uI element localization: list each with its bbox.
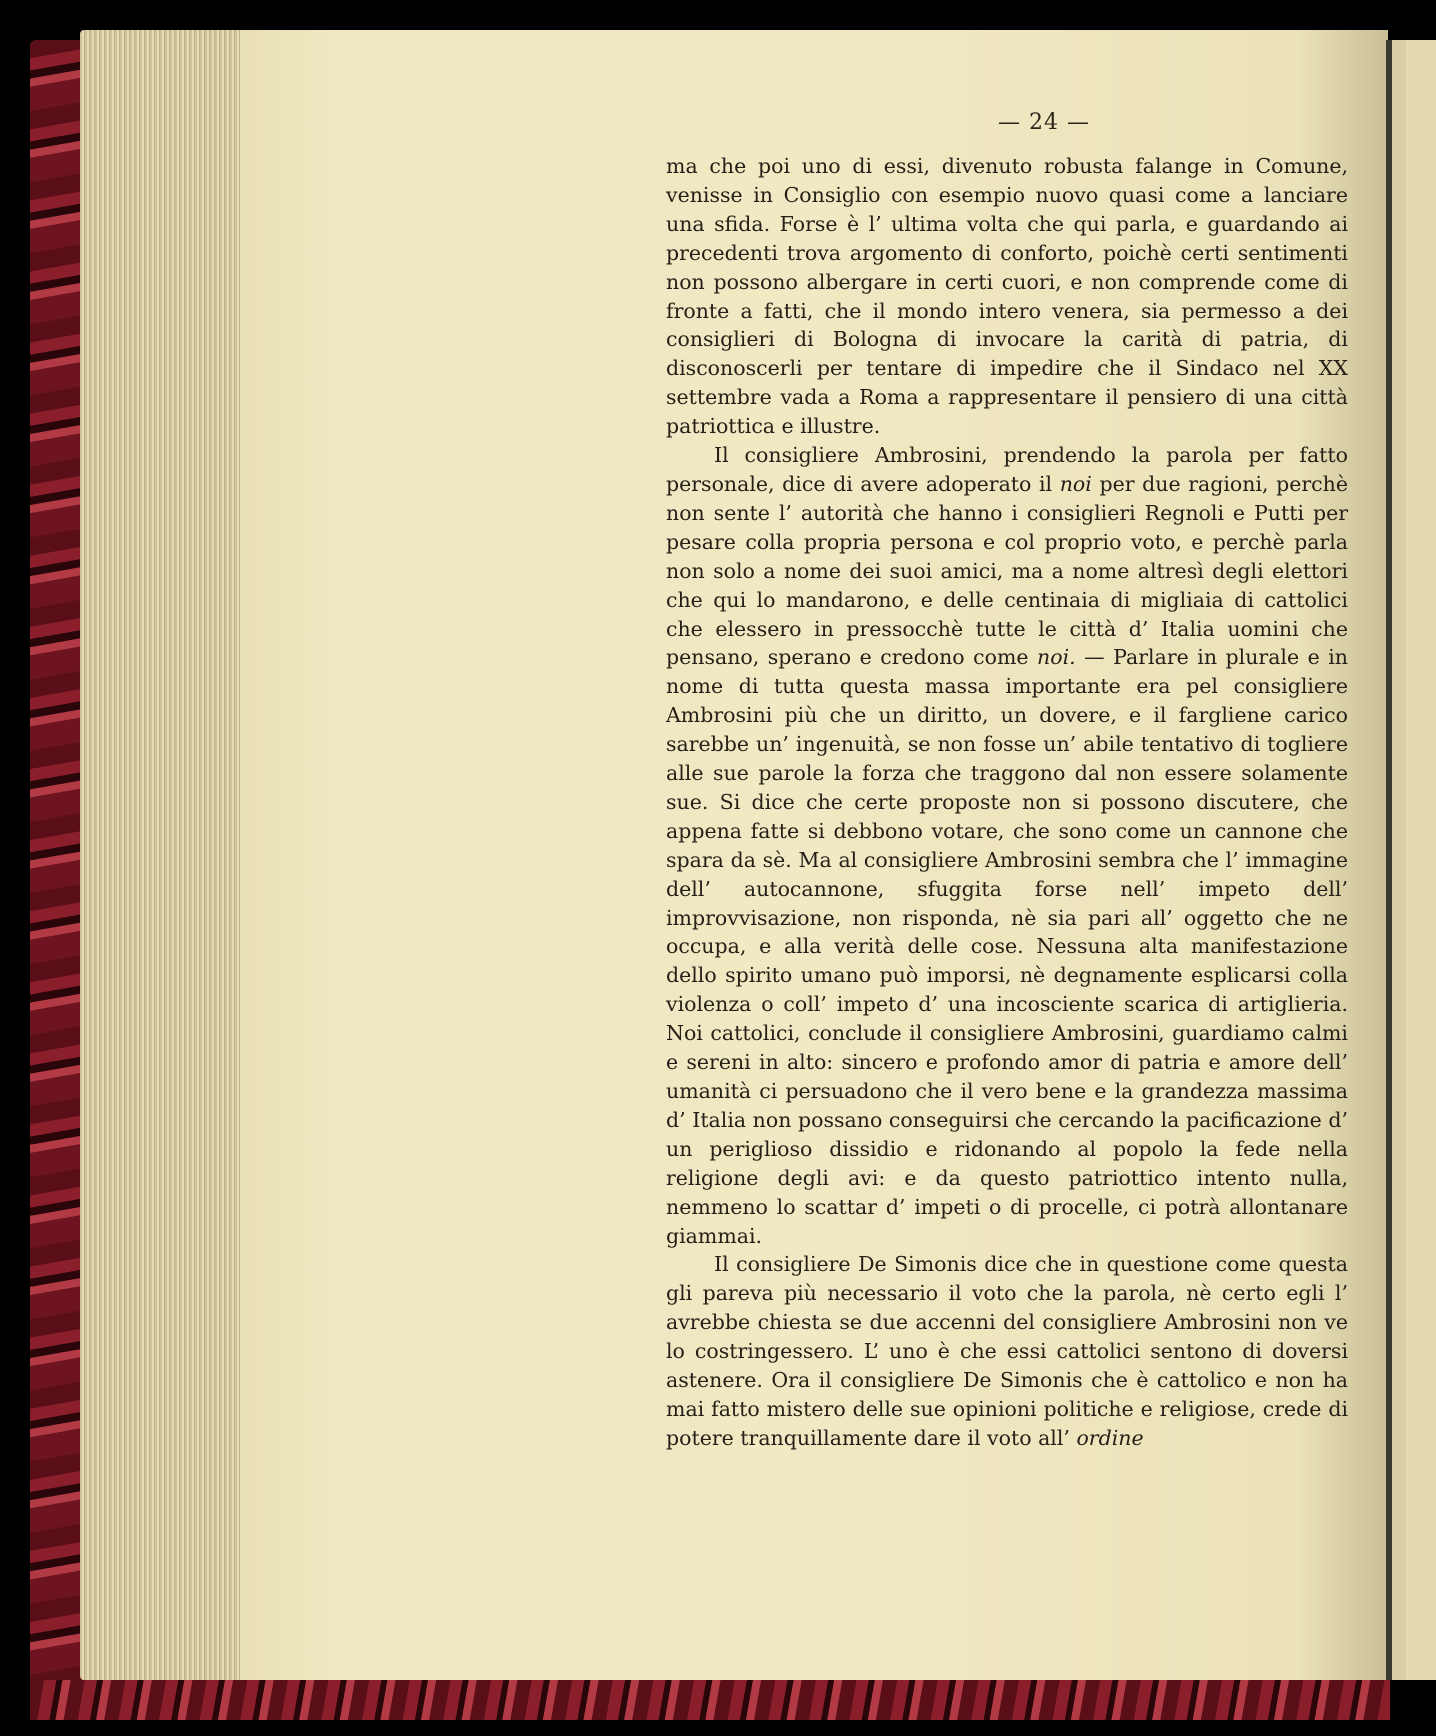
text-run: Il consigliere De Simonis dice che in questione come questa gli pareva più necessario il voto che la parola, nè certo egli l’ avrebbe chiesta se due accenni del consigliere Ambrosini non ve lo costringessero. L’ uno è che essi cattolici sentono di doversi astenere. Ora il consigliere De Simonis che è cattolico e non ha mai fatto mistero delle sue opinioni politiche e religiose, crede di potere tranquillamente dare il voto all’ <box>666 1252 1348 1450</box>
text-run: Il consigliere Ambrosini, prendendo la parola per fatto personale, dice di avere adoperato il <box>666 443 1348 496</box>
paragraph <box>666 1250 1348 1452</box>
italic-run: ordine <box>1076 1425 1144 1450</box>
facing-page-edge <box>1386 40 1436 1680</box>
text-run: — Parlare in plurale e in nome di tutta questa massa importante era pel consigliere Ambrosini più che un diritto, un dovere, e il fargliene carico sarebbe un’ ingenuità, se non fosse un’ abile tentativo di togliere alle sue parole la forza che traggono dal non essere solamente sue. Si dice che certe proposte non si possono discutere, che appena fatte si debbono votare, che sono come un cannone che spara da sè. Ma al consigliere Ambrosini sembra che l’ immagine dell’ autocannone, sfuggita forse nell’ impeto dell’ improvvisazione, non risponda, nè sia pari all’ oggetto che ne occupa, e alla verità delle cose. Nessuna alta manifestazione dello spirito umano può imporsi, nè degnamente esplicarsi colla violenza o coll’ impeto d’ una incosciente scarica di artiglieria. Noi cattolici, conclude il consigliere Ambrosini, guardiamo calmi e sereni in alto: sincero e profondo amor di patria e amore dell’ umanità ci persuadono che il vero bene e la grandezza massima d’ Italia non possano conseguirsi che cercando la pacificazione d’ un periglioso dissidio e ridonando al popolo la fede nella religione degli avi: e da questo patriottico intento nulla, nemmeno lo scattar d’ impeti o di procelle, ci potrà allontanare giammai. <box>666 645 1348 1248</box>
italic-run: noi. <box>1037 645 1076 670</box>
page-stack-edges <box>80 30 250 1680</box>
text-run: ma che poi uno di essi, divenuto robusta falange in Comune, venisse in Consiglio con esempio nuovo quasi come a lanciare una sfida. Forse è l’ ultima volta che qui parla, e guardando ai precedenti trova argomento di conforto, poichè certi sentimenti non possono albergare in certi cuori, e non comprende come di fronte a fatti, che il mondo intero venera, sia permesso a dei consiglieri di Bologna di invocare la carità di patria, di disconoscerli per tentare di impedire che il Sindaco nel XX settembre vada a Roma a rappresentare il pensiero di una città patriottica e illustre. <box>666 154 1348 439</box>
text-run: per due ragioni, perchè non sente l’ autorità che hanno i consiglieri Regnoli e Putti per pesare colla propria persona e col proprio voto, e perchè parla non solo a nome dei suoi amici, ma a nome altresì degli elettori che qui lo mandarono, e delle centinaia di migliaia di cattolici che elessero in pressocchè tutte le città d’ Italia uomini che pensano, sperano e credono come <box>666 471 1349 670</box>
body-text <box>666 152 1348 1453</box>
page-number: — 24 — <box>998 110 1090 135</box>
italic-run: noi <box>1059 471 1092 496</box>
paragraph <box>666 441 1348 1250</box>
book-page <box>240 30 1388 1680</box>
paragraph <box>666 152 1348 441</box>
book-cover-bottom <box>30 1680 1390 1720</box>
